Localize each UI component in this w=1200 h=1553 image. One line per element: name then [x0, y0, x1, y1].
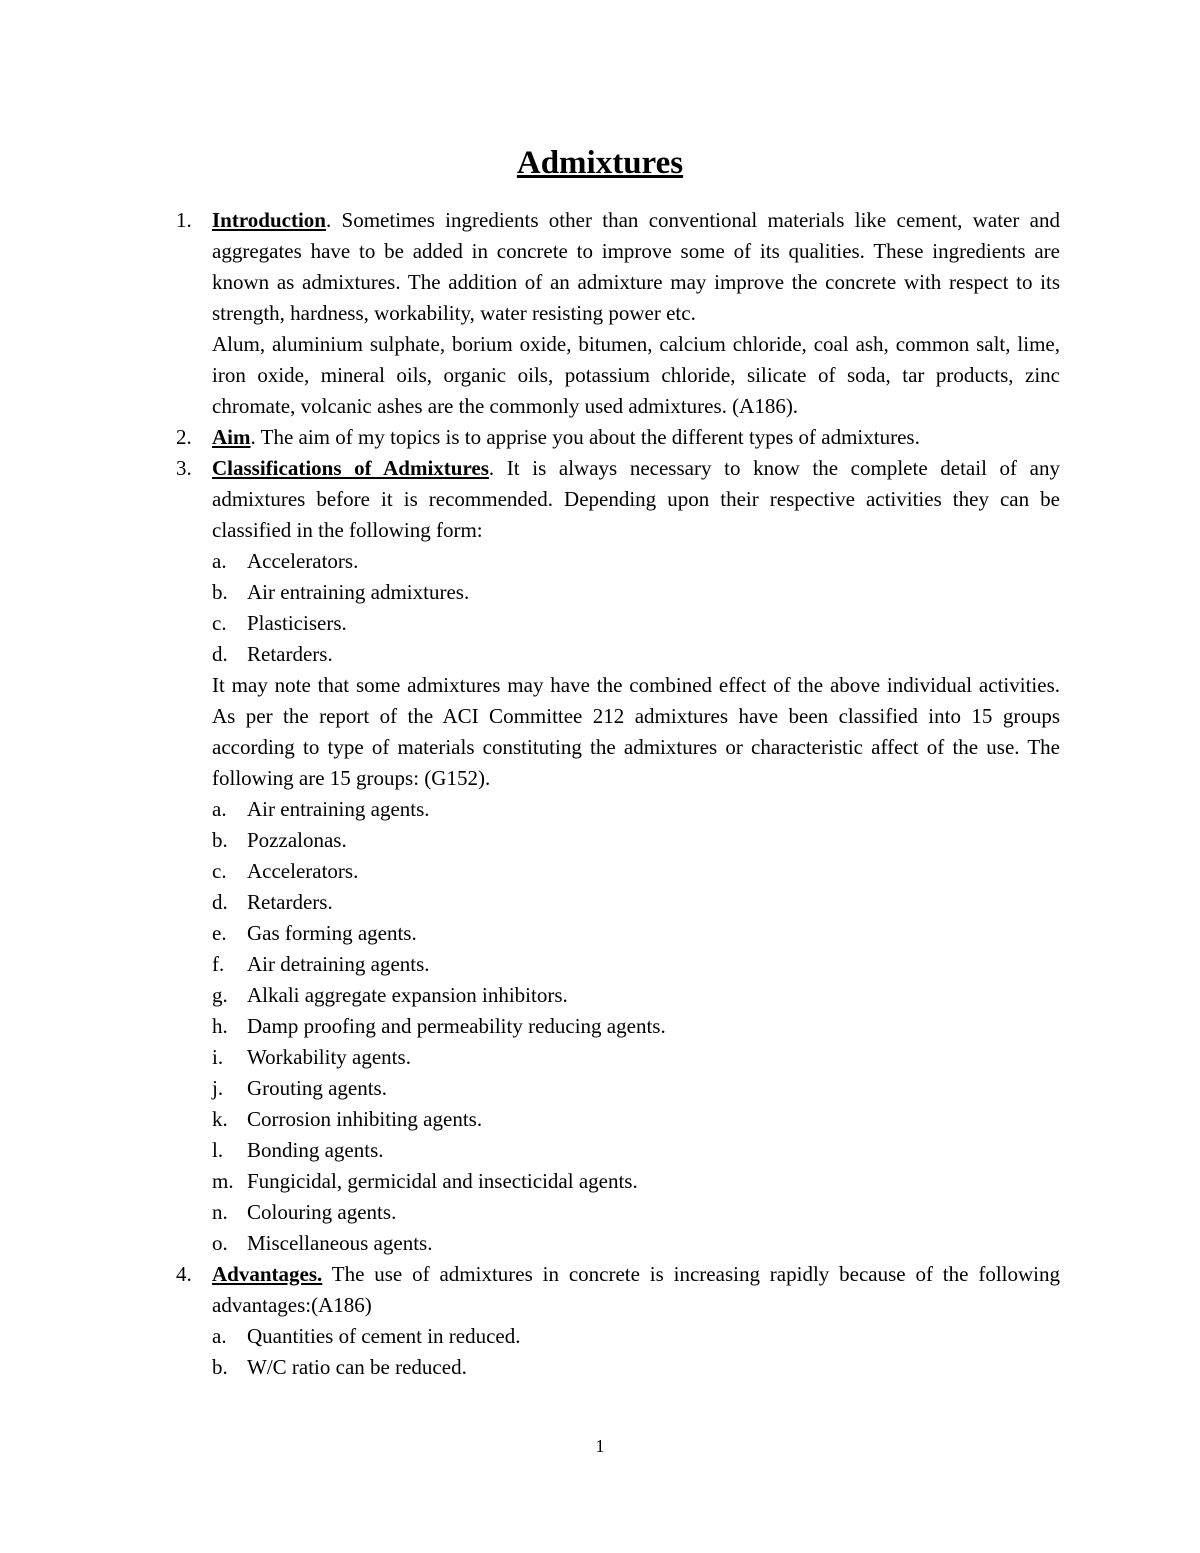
section-heading: Introduction — [212, 208, 326, 232]
list-item — [212, 1104, 1060, 1135]
section-lead-text: . The aim of my topics is to apprise you about the different types of admixtures. — [250, 425, 920, 449]
list-item-text: Air entraining agents. — [247, 797, 430, 821]
list-item-text: Alkali aggregate expansion inhibitors. — [247, 983, 568, 1007]
list-item — [212, 1135, 1060, 1166]
list-item — [212, 1197, 1060, 1228]
list-item — [212, 1073, 1060, 1104]
section-heading: Aim — [212, 425, 251, 449]
advantages-list — [212, 1321, 1060, 1383]
list-item-text: Colouring agents. — [247, 1200, 397, 1224]
classification-list-basic — [212, 546, 1060, 670]
section-lead-text: . It is always necessary to know the complete detail of any admixtures before it is recommended. Depending upon their respective activities they can be classified in the following form: — [212, 456, 1060, 542]
list-item-text: Plasticisers. — [247, 611, 347, 635]
section-advantages — [176, 1259, 1060, 1383]
list-item — [212, 577, 1060, 608]
list-item-letter: b. — [212, 580, 228, 604]
section-lead-text: The use of admixtures in concrete is increasing rapidly because of the following advantages:(A186) — [212, 1262, 1060, 1317]
list-item — [212, 856, 1060, 887]
list-item-text: Air entraining admixtures. — [247, 580, 470, 604]
list-item — [212, 887, 1060, 918]
list-item-text: Accelerators. — [247, 859, 359, 883]
list-item — [212, 1042, 1060, 1073]
list-item-text: Retarders. — [247, 890, 333, 914]
section-number: 3. — [176, 456, 192, 480]
section-lead — [212, 422, 1060, 453]
section-paragraph: Alum, aluminium sulphate, borium oxide, bitumen, calcium chloride, coal ash, common salt, lime, iron oxide, mineral oils, organic oils, potassium chloride, silicate of soda, tar products, zinc chromate, volcanic ashes are the commonly used admixtures. (A186). — [212, 332, 1060, 418]
section-paragraph: It may note that some admixtures may have the combined effect of the above individual activities. As per the report of the ACI Committee 212 admixtures have been classified into 15 groups according to type of materials constituting the admixtures or characteristic affect of the use. The following are 15 groups: (G152). — [212, 673, 1060, 790]
list-item-text: Damp proofing and permeability reducing agents. — [247, 1014, 666, 1038]
list-item-letter: j. — [212, 1076, 224, 1100]
list-item-text: Air detraining agents. — [247, 952, 430, 976]
list-item — [212, 1228, 1060, 1259]
list-item-text: Workability agents. — [247, 1045, 411, 1069]
list-item-letter: m. — [212, 1169, 234, 1193]
list-item — [212, 1352, 1060, 1383]
classification-list-aci — [212, 794, 1060, 1259]
list-item-letter: i. — [212, 1045, 224, 1069]
section-introduction — [176, 205, 1060, 422]
list-item-letter: g. — [212, 983, 228, 1007]
list-item-letter: c. — [212, 859, 227, 883]
list-item-text: Accelerators. — [247, 549, 359, 573]
page-title: Admixtures — [516, 145, 684, 181]
section-lead-text: . Sometimes ingredients other than conventional materials like cement, water and aggregates have to be added in concrete to improve some of its qualities. These ingredients are known as admixtures. The addition of an admixture may improve the concrete with respect to its strength, hardness, workability, water resisting power etc. — [212, 208, 1060, 325]
list-item — [212, 918, 1060, 949]
section-classifications — [176, 453, 1060, 1259]
list-item-letter: l. — [212, 1138, 224, 1162]
list-item-text: W/C ratio can be reduced. — [247, 1355, 467, 1379]
section-lead — [212, 1259, 1060, 1321]
list-item — [212, 546, 1060, 577]
page-number: 1 — [595, 1436, 605, 1456]
list-item-letter: d. — [212, 890, 228, 914]
list-item-letter: c. — [212, 611, 227, 635]
list-item-text: Pozzalonas. — [247, 828, 347, 852]
section-number: 1. — [176, 208, 192, 232]
list-item-letter: k. — [212, 1107, 228, 1131]
list-item-letter: d. — [212, 642, 228, 666]
section-lead — [212, 205, 1060, 329]
list-item-text: Corrosion inhibiting agents. — [247, 1107, 483, 1131]
list-item-text: Bonding agents. — [247, 1138, 384, 1162]
section-number: 4. — [176, 1262, 192, 1286]
list-item — [212, 639, 1060, 670]
section-heading: Classifications of Admixtures — [212, 456, 489, 480]
document-body — [176, 205, 1060, 1383]
list-item — [212, 1166, 1060, 1197]
list-item-text: Gas forming agents. — [247, 921, 417, 945]
section-aim — [176, 422, 1060, 453]
list-item — [212, 1011, 1060, 1042]
section-lead — [212, 453, 1060, 546]
list-item — [212, 794, 1060, 825]
list-item-letter: b. — [212, 1355, 228, 1379]
list-item-letter: a. — [212, 549, 227, 573]
list-item-text: Miscellaneous agents. — [247, 1231, 433, 1255]
list-item-text: Retarders. — [247, 642, 333, 666]
section-number: 2. — [176, 425, 192, 449]
list-item — [212, 949, 1060, 980]
list-item-letter: f. — [212, 952, 225, 976]
list-item — [212, 980, 1060, 1011]
list-item — [212, 825, 1060, 856]
list-item-letter: n. — [212, 1200, 228, 1224]
section-heading: Advantages. — [212, 1262, 323, 1286]
list-item-letter: a. — [212, 1324, 227, 1348]
list-item-text: Grouting agents. — [247, 1076, 387, 1100]
list-item-text: Quantities of cement in reduced. — [247, 1324, 521, 1348]
list-item-letter: h. — [212, 1014, 228, 1038]
list-item — [212, 1321, 1060, 1352]
list-item — [212, 608, 1060, 639]
list-item-text: Fungicidal, germicidal and insecticidal agents. — [247, 1169, 638, 1193]
list-item-letter: b. — [212, 828, 228, 852]
list-item-letter: o. — [212, 1231, 228, 1255]
list-item-letter: e. — [212, 921, 227, 945]
list-item-letter: a. — [212, 797, 227, 821]
